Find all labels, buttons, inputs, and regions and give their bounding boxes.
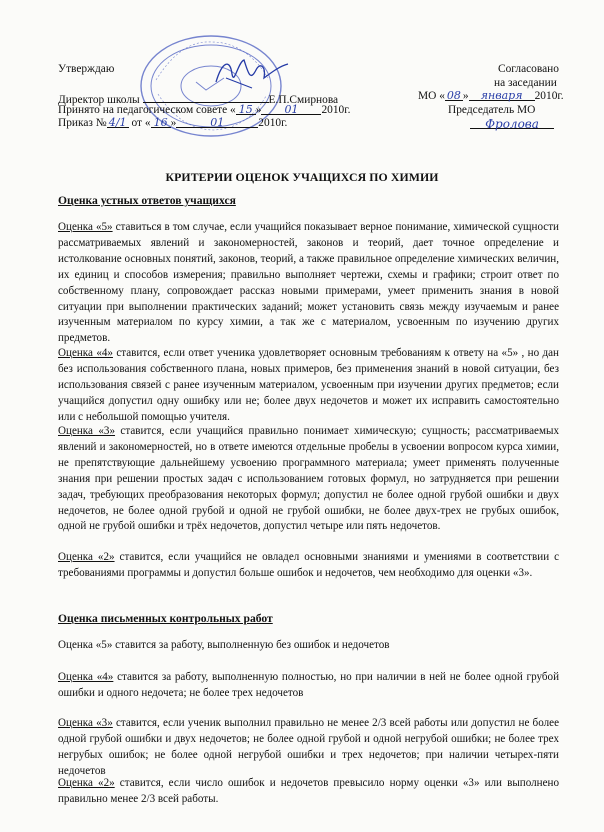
mo-date-line: МО « 08 » января 2010г. — [418, 89, 564, 102]
mo-day: 08 — [446, 89, 461, 102]
written-grade-3-paragraph: Оценка «3» ставится, если ученик выполнил правильно не менее 2/3 всей работы или допустил не более одной грубой ошибки и двух недочетов; не более одной грубой и одной негрубой ошибки; не более трех негрубых ошибок; не более одной негрубой ошибки и трех недочетов; при наличии четырех-пяти недочетов — [58, 717, 559, 777]
section-written-heading: Оценка письменных контрольных работ — [58, 612, 273, 625]
oral-grade-2-paragraph: Оценка «2» ставится, если учащийся не овладел основными знаниями и умениями в соответствии с требованиями программы и допустил больше ошибок и недочетов, чем необходимо для оценки «3». — [58, 551, 560, 579]
order-day: 16 — [153, 116, 168, 129]
oral-grade-5-paragraph: Оценка «5» ставиться в том случае, если учащийся показывает верное понимание, химической сущности рассматриваемых явлений и закономерностей, законов и теорий, дает точное определение и истолкование основных понятий, законов, теорий, а также правильное определение химических величин, их единиц и способов измерения; правильно выполняет чертежи, схемы и графики; строит ответ по собственному плану, сопровождает рассказ новыми примерами, умеет применить знания в новой ситуации при выполнении практических заданий; может установить связь между изучаемым и ранее изученным материалом по курсу химии, а так же с материалом, усвоенным по изучению других предметов. — [58, 221, 559, 345]
accepted-day: 15 — [238, 103, 253, 116]
mo-year: 2010г. — [534, 90, 564, 102]
oral-grade-3-paragraph: Оценка «3» ставится, если учащийся правильно понимает химическую; сущность; рассматриваемых явлений и закономерностей, но в ответе имеются отдельные пробелы в усвоении вопросом курса химии, не препятствующие дальнейшему усвоению программного материала; умеет применять полученные знания при решении простых задач с использованием готовых формул, но затрудняется при решении задач, требующих преобразования некоторых формул; допустил не более одной грубой ошибки и двух недочетов, не более одной грубой и одной не грубой ошибки, не более двух-трех не грубых ошибок, одной не грубой ошибки и трёх недочетов, допустил четыре или пять недочетов. — [58, 425, 560, 533]
director-name: Е.П.Смирнова — [268, 94, 339, 106]
director-label: Директор школы — [58, 94, 140, 106]
oral-grade-4-paragraph: Оценка «4» ставится, если ответ ученика удовлетворяет основным требованиям к ответу на «5» , но дан без использования собственного плана, новых примеров, без применения знаний в новой ситуации, без использования связей с ранее изученным материалом, усвоенным при изучении других предметов; если учащийся допустил одну ошибку или не; более двух недочетов и может их исправить самостоятельно или с небольшой помощью учителя. — [58, 347, 559, 423]
order-year: 2010г. — [258, 117, 288, 129]
order-line: Приказ № 4/1 от « 16 » 01 2010г. — [58, 116, 288, 129]
chair-signature-line — [470, 117, 554, 132]
director-signature — [212, 52, 292, 94]
written-grade-2-paragraph: Оценка «2» ставится, если число ошибок и недочетов превысило норму оценки «3» или выполнено правильно менее 2/3 всей работы. — [58, 777, 560, 805]
meeting-label: на заседании — [494, 77, 557, 89]
approve-label: Утверждаю — [58, 63, 115, 75]
order-number: 4/1 — [108, 116, 127, 129]
section-oral-heading: Оценка устных ответов учащихся — [58, 194, 236, 207]
chair-signature: Фролова — [485, 117, 539, 131]
accepted-month: 01 — [284, 103, 299, 116]
accepted-year: 2010г. — [321, 104, 351, 116]
agreed-label: Согласовано — [498, 63, 559, 75]
chair-label: Председатель МО — [448, 104, 536, 116]
page-title: КРИТЕРИИ ОЦЕНОК УЧАЩИХСЯ ПО ХИМИИ — [165, 170, 439, 184]
accepted-line: Принято на педагогическом совете « 15 » 01 2010г. — [58, 103, 351, 116]
written-grade-5-paragraph: Оценка «5» ставится за работу, выполненную без ошибок и недочетов — [58, 639, 390, 651]
written-grade-4-paragraph: Оценка «4» ставится за работу, выполненную полностью, но при наличии в ней не более одной грубой ошибки и одного недочета; не более трех недочетов — [58, 671, 560, 699]
mo-month: января — [480, 89, 523, 102]
order-month: 01 — [210, 116, 225, 129]
